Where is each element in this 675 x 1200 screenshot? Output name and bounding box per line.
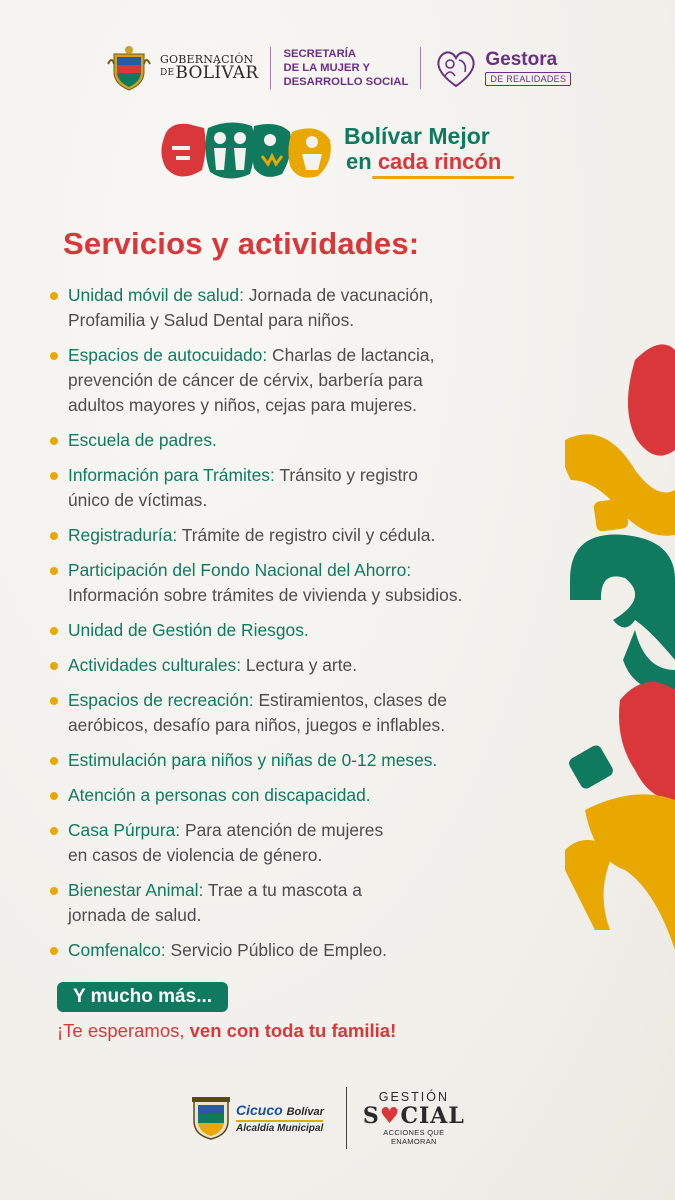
bullet-icon (50, 627, 58, 635)
social-wordmark (363, 1104, 465, 1128)
campaign-line1: Bolívar Mejor (344, 123, 490, 149)
list-item (50, 428, 570, 453)
family-figures-icon (158, 118, 334, 190)
bullet-icon (50, 792, 58, 800)
invite-part2: ven con toda tu familia! (189, 1020, 397, 1041)
list-item (50, 688, 570, 738)
more-badge: Y mucho más... (57, 982, 228, 1012)
tagline-1: ACCIONES QUE (383, 1128, 445, 1137)
service-desc: Servicio Público de Empleo. (165, 940, 387, 960)
cicuco-name: Cicuco (236, 1102, 283, 1118)
service-name: Escuela de padres. (68, 430, 217, 450)
list-item (50, 748, 570, 773)
bullet-icon (50, 352, 58, 360)
bullet-icon (50, 662, 58, 670)
bullet-icon (50, 697, 58, 705)
gobernacion-wordmark (160, 54, 258, 82)
yellow-hook-shape (565, 840, 615, 930)
service-name: Casa Púrpura: (68, 820, 181, 840)
service-desc: Trámite de registro civil y cédula. (177, 525, 436, 545)
service-name: Bienestar Animal: (68, 880, 204, 900)
red-blob-shape (628, 344, 675, 455)
service-desc-2: Información sobre trámites de vivienda y subsidios. (68, 585, 463, 605)
tagline-2: ENAMORAN (390, 1137, 437, 1146)
cicuco-seal-icon (190, 1095, 232, 1141)
list-item (50, 558, 570, 608)
green-square-shape (567, 743, 615, 790)
list-item (50, 343, 570, 418)
campaign-en: en (346, 149, 372, 174)
campaign-underline (372, 176, 514, 179)
gobernacion-line2 (160, 65, 258, 82)
social-s: S (362, 1103, 380, 1129)
list-item (50, 783, 570, 808)
service-name: Unidad de Gestión de Riesgos. (68, 620, 309, 640)
service-desc-3: adultos mayores y niños, cejas para mujeres. (68, 395, 417, 415)
campaign-line2 (346, 148, 501, 176)
list-item (50, 283, 570, 333)
list-item (50, 878, 570, 928)
service-name: Espacios de autocuidado: (68, 345, 268, 365)
service-desc: Lectura y arte. (241, 655, 358, 675)
cicuco-bolivar: Bolívar (286, 1106, 324, 1118)
bullet-icon (50, 292, 58, 300)
gestora-heart-icon (433, 46, 479, 90)
bullet-icon (50, 947, 58, 955)
cicuco-line1 (236, 1102, 324, 1118)
service-name: Comfenalco: (68, 940, 166, 960)
gestora-logo (433, 46, 571, 90)
bullet-icon (50, 472, 58, 480)
red-blob-2-shape (619, 682, 675, 800)
header-logos (106, 42, 571, 94)
list-item (50, 818, 570, 868)
service-desc-2: único de víctimas. (68, 490, 208, 510)
list-item (50, 618, 570, 643)
service-desc: Charlas de lactancia, (267, 345, 435, 365)
gestion-social-logo (363, 1090, 465, 1146)
gestion-label: GESTIÓN (378, 1090, 449, 1104)
gestora-subtitle: DE REALIDADES (485, 72, 571, 86)
gobernacion-de: DE (160, 68, 175, 78)
footer-divider (346, 1087, 347, 1149)
service-desc-2: aeróbicos, desafío para niños, juegos e inflables. (68, 715, 446, 735)
service-desc: Trae a tu mascota a (203, 880, 362, 900)
gobernacion-bolivar: BOLÍVAR (175, 63, 259, 83)
gobernacion-line1: GOBERNACIÓN (160, 53, 254, 66)
header-divider-2 (420, 47, 421, 89)
bullet-icon (50, 887, 58, 895)
alcaldia-label: Alcaldía Municipal (236, 1120, 323, 1134)
service-desc: Estiramientos, clases de (253, 690, 447, 710)
secretaria-line1: SECRETARÍA (283, 48, 357, 60)
yellow-square-shape (593, 498, 629, 532)
service-name: Participación del Fondo Nacional del Ahorro: (68, 560, 412, 580)
bullet-icon (50, 532, 58, 540)
service-desc: Jornada de vacunación, (243, 285, 434, 305)
service-name: Espacios de recreación: (68, 690, 254, 710)
heart-icon: ♥ (379, 1103, 401, 1129)
bullet-icon (50, 827, 58, 835)
list-item (50, 938, 570, 963)
list-item (50, 523, 570, 548)
invite-text (57, 1020, 396, 1042)
footer-logos (190, 1085, 465, 1151)
list-item (50, 463, 570, 513)
service-name: Información para Trámites: (68, 465, 275, 485)
list-item (50, 653, 570, 678)
service-desc: Tránsito y registro (274, 465, 418, 485)
service-desc-2: Profamilia y Salud Dental para niños. (68, 310, 355, 330)
service-name: Actividades culturales: (68, 655, 242, 675)
decorative-shapes (565, 330, 675, 960)
secretaria-line2: DE LA MUJER Y (283, 62, 371, 74)
page-title: Servicios y actividades: (63, 226, 420, 261)
service-desc: Para atención de mujeres (180, 820, 384, 840)
service-desc-2: en casos de violencia de género. (68, 845, 323, 865)
service-name: Atención a personas con discapacidad. (68, 785, 371, 805)
services-list (50, 283, 570, 973)
green-question-shape (570, 535, 675, 660)
campaign-logo (158, 118, 518, 190)
service-desc-2: prevención de cáncer de cérvix, barbería para (68, 370, 423, 390)
social-cial: CIAL (400, 1103, 465, 1129)
bullet-icon (50, 567, 58, 575)
secretaria-line3: DESARROLLO SOCIAL (283, 76, 409, 88)
bolivar-coat-of-arms-icon (106, 44, 152, 92)
bullet-icon (50, 437, 58, 445)
invite-part1: ¡Te esperamos, (57, 1020, 190, 1041)
bullet-icon (50, 757, 58, 765)
campaign-cada-rincon: cada rincón (377, 149, 502, 174)
service-name: Estimulación para niños y niñas de 0-12 meses. (68, 750, 438, 770)
service-name: Registraduría: (68, 525, 178, 545)
service-name: Unidad móvil de salud: (68, 285, 244, 305)
cicuco-wordmark (236, 1102, 324, 1134)
service-desc-2: jornada de salud. (68, 905, 202, 925)
secretaria-wordmark (283, 47, 408, 89)
header-divider (270, 47, 271, 89)
gestora-title: Gestora (485, 49, 558, 70)
